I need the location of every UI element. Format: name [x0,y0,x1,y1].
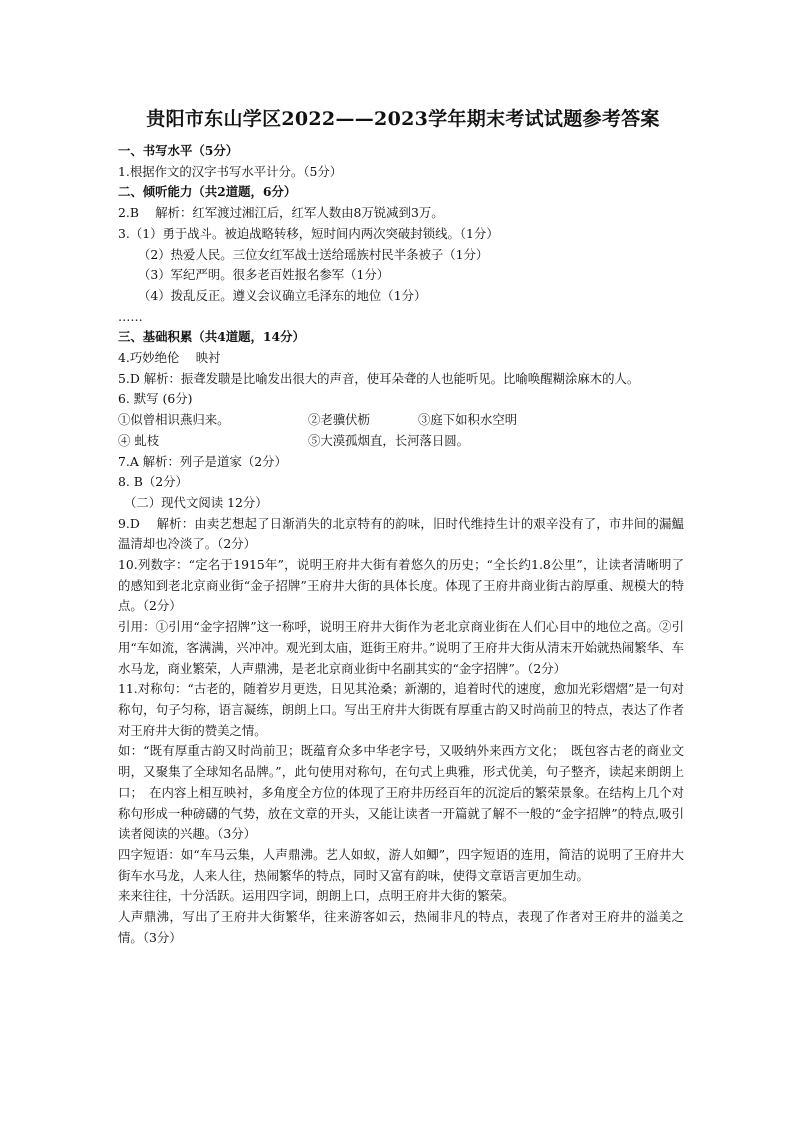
answer-11-four-char-2: 来来往往，十分活跃。运用四字词，朗朗上口，点明王府井大街的繁荣。 [118,888,515,904]
answer-2: 2.B 解析：红军渡过湘江后，红军人数由8万锐减到3万。 [118,205,444,221]
section-1-heading: 一、书写水平（5分） [118,143,239,158]
answer-1: 1.根据作文的汉字书写水平计分。（5分） [118,163,343,179]
answer-3-3: （3）军纪严明。很多老百姓报名参军（1分） [138,267,390,283]
answer-6-item-5: ⑤大漠孤烟直，长河落日圆。 [308,432,470,448]
answer-6-item-3: ③庭下如积水空明 [418,412,518,428]
answer-10-numbers: 10.列数字：“定名于1915年”，说明王府井大街有着悠久的历史；“全长约1.8公里”，让读者清晰明了的感知到老北京商业街“金子招牌”王府井大街的具体长度。体现了王府井商业街古韵厚重、规模大的特点。（2分） [118,557,684,614]
answer-6-item-4: ④ 虬枝 [118,432,160,448]
document-title: 贵阳市东山学区2022——2023学年期末考试试题参考答案 [146,108,660,130]
ellipsis: …… [118,308,143,324]
section-3-heading: 三、基础积累（共4道题，14分） [118,329,305,345]
answer-10-quotes: 引用：①引用“金字招牌”这一称呼，说明王府井大街作为老北京商业街在人们心目中的地位之高。②引用“车如流，客满满，兴冲冲。观光到太庙，逛街王府井。”说明了王府井大街从清末开始就热闹繁华、车水马龙，商业繁荣，人声鼎沸，是老北京商业街中名副其实的“金字招牌”。（2分） [118,619,684,676]
answer-11-symmetry: 11.对称句：“古老的，随着岁月更迭，日见其沧桑；新潮的，追着时代的速度，愈加光彩熠熠”是一句对称句，句子匀称，语言凝练，朗朗上口。写出王府井大街既有厚重古韵又时尚前卫的特点，表达了作者对王府井大街的赞美之情。 [118,681,684,738]
answer-11-example: 如：“既有厚重古韵又时尚前卫；既蕴育众多中华老字号，又吸纳外来西方文化； 既包容古老的商业文明，又聚集了全球知名品牌。”，此句使用对称句，在句式上典雅，形式优美，句子整齐，读起来朗朗上口； 在内容上相互映衬，多角度全方位的体现了王府井历经百年的沉淀后的繁荣景象。在结构上几个对称句形成一种磅礴的气势，放在文章的开头，又能让读者一开篇就了解不一般的“金字招牌”的特点,吸引读者阅读的兴趣。（3分） [118,743,684,842]
answer-8: 8. B（2分） [118,474,188,490]
section-2-heading: 二、倾听能力（共2道题，6分） [118,184,297,200]
answer-5: 5.D 解析：振聋发聩是比喻发出很大的声音，使耳朵聋的人也能听见。比喻唤醒糊涂麻木的人。 [118,370,640,386]
answer-11-four-char: 四字短语：如“车马云集，人声鼎沸。艺人如蚁，游人如鲫”，四字短语的连用，简洁的说明了王府井大街车水马龙，人来人往，热闹繁华的特点，同时又富有韵味，使得文章语言更加生动。 [118,846,684,883]
answer-4: 4.巧妙绝伦 映衬 [118,350,221,366]
answer-11-four-char-3: 人声鼎沸，写出了王府井大街繁华，往来游客如云，热闹非凡的特点，表现了作者对王府井的溢美之情。（3分） [118,909,684,945]
answer-7: 7.A 解析：列子是道家（2分） [118,453,287,469]
answer-6-item-2: ②老骥伏枥 [308,412,370,428]
answer-document [118,104,684,948]
answer-6-row-2 [118,431,684,452]
answer-3-4: （4）拨乱反正。遵义会议确立毛泽东的地位（1分） [138,287,427,303]
answer-9: 9.D 解析：由卖艺想起了日渐消失的北京特有的韵味，旧时代维持生计的艰辛没有了，市井间的漏鰛温清却也冷淡了。（2分） [118,515,684,552]
answer-6-heading: 6. 默写 (6分) [118,391,193,407]
answer-6-item-1: ①似曾相识燕归来。 [118,412,230,428]
section-4-heading: （二）现代文阅读 12分） [124,494,268,510]
answer-6-row-1 [118,410,684,431]
answer-3-2: （2）热爱人民。三位女红军战士送给瑶族村民半条被子（1分） [138,246,489,262]
answer-3-1: 3.（1）勇于战斗。被迫战略转移，短时间内两次突破封锁线。（1分） [118,225,499,241]
